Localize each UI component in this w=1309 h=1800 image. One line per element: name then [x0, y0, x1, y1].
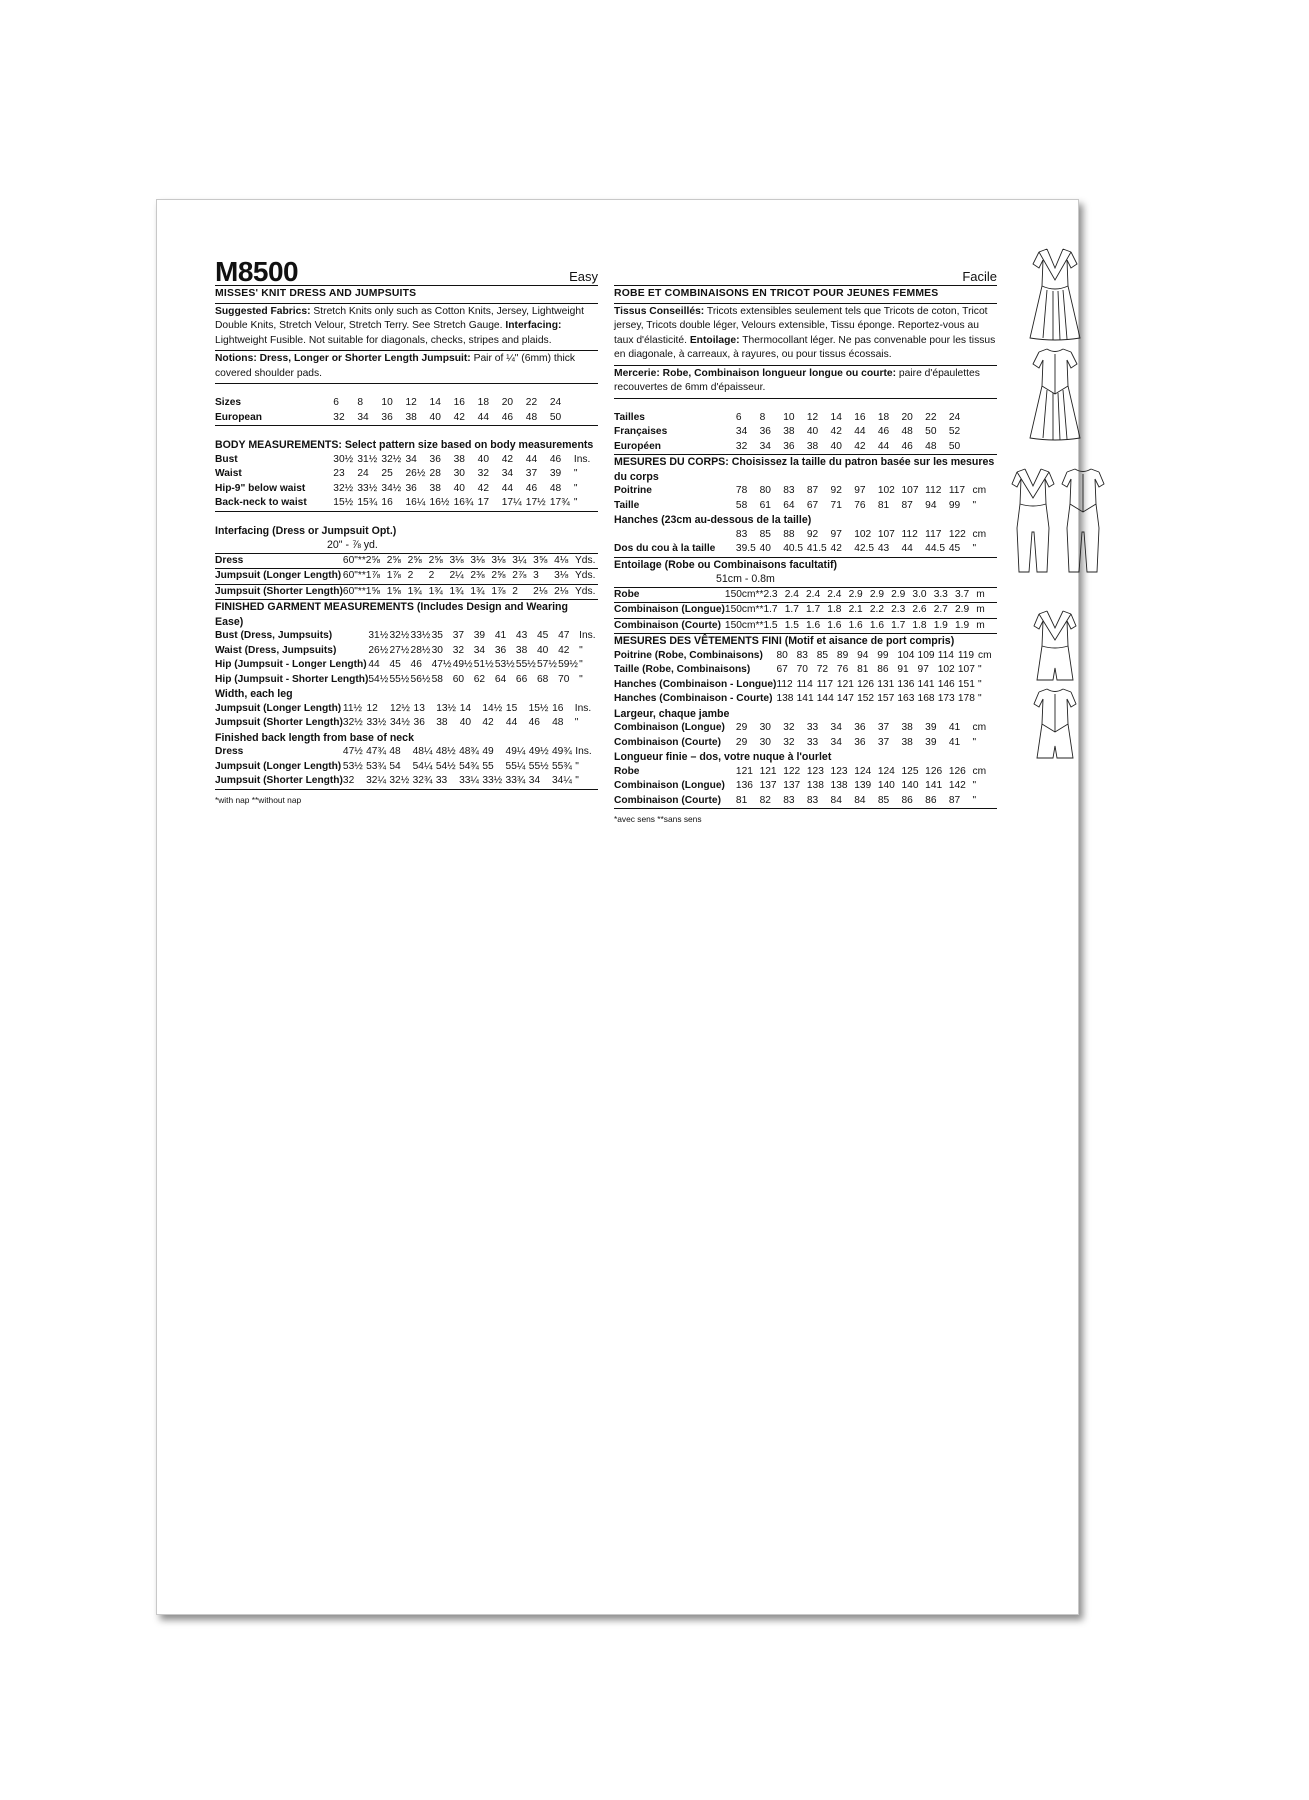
english-footnote: *with nap **without nap: [215, 794, 302, 805]
english-leg-table: [215, 702, 598, 731]
table-row: Jumpsuit (Longer Length) 53½ 53¾ 54 54¼ 54½ 54¾ 55 55¼ 55½ 55¾ ": [215, 760, 579, 772]
french-leg-table: [614, 721, 997, 750]
table-row: Sizes 6 8 10 12 14 16 18 20 22 24: [215, 397, 562, 408]
table-row: Hip (Jumpsuit - Longer Length) 44 45 46 47½ 49½ 51½ 53½ 55½ 57½ 59½ ": [215, 659, 583, 670]
english-header: [215, 256, 598, 286]
english-title: MISSES' KNIT DRESS AND JUMPSUITS: [215, 286, 598, 304]
english-fabrics: Suggested Fabrics: Stretch Knits only such as Cotton Knits, Jersey, Lightweight Double Knits, Stretch Velour, Stretch Terry. See Stretch Gauge. Interfacing: Lightweight Fusible. Not suitable for diagonals, checks, stripes and plaids.: [215, 304, 598, 352]
english-notions: Notions: Dress, Longer or Shorter Length Jumpsuit: Pair of ¼" (6mm) thick covered shoulder pads.: [215, 351, 598, 384]
table-row: Jumpsuit (Longer Length) 11½ 12 12½ 13 13½ 14 14½ 15 15½ 16 Ins.: [215, 702, 592, 714]
table-row: Hanches (Combinaison - Longue) 112 114 117 121 126 131 136 141 146 151 ": [614, 678, 982, 690]
table-row: Combinaison (Courte) 81 82 83 83 84 84 85 86 86 87 ": [614, 794, 997, 809]
french-size-table: [614, 411, 997, 456]
english-body-measurements-title: BODY MEASUREMENTS: Select pattern size based on body measurements: [215, 439, 594, 451]
table-row: Waist (Dress, Jumpsuits) 26½ 27½ 28½ 30 32 34 36 38 40 42 ": [215, 644, 583, 656]
table-row: Dress 47½ 47¾ 48 48¼ 48½ 48¾ 49 49¼ 49½ 49¾ Ins.: [215, 746, 592, 757]
table-row: Combinaison (Longue) 150cm** 1.7 1.7 1.7 1.8 2.1 2.2 2.3 2.6 2.7 2.9 m: [614, 603, 997, 619]
french-back-length-table: [614, 765, 997, 810]
table-row: Taille (Robe, Combinaisons) 67 70 72 76 81 86 91 97 102 107 ": [614, 664, 982, 675]
table-row: Françaises 34 36 38 40 42 44 46 48 50 52: [614, 426, 961, 437]
table-row: Jumpsuit (Shorter Length) 60"** 1⅝ 1⅝ 1¾ 1¾ 1¾ 1¾ 1⅞ 2 2⅛ 2⅛ Yds.: [215, 584, 598, 600]
english-interfacing-title: Interfacing (Dress or Jumpsuit Opt.): [215, 524, 397, 537]
table-row: Poitrine (Robe, Combinaisons) 80 83 85 89 94 99 104 109 114 119 cm: [614, 649, 992, 661]
french-interfacing-title: Entoilage (Robe ou Combinaisons facultatif): [614, 558, 838, 571]
table-row: Combinaison (Courte) 150cm** 1.5 1.5 1.6 1.6 1.6 1.6 1.7 1.8 1.9 1.9 m: [614, 618, 997, 634]
french-title: ROBE ET COMBINAISONS EN TRICOT POUR JEUNES FEMMES: [614, 286, 997, 304]
table-row: Jumpsuit (Longer Length) 60"** 1⅞ 1⅞ 2 2 2¼ 2⅜ 2⅝ 2⅞ 3 3⅛ Yds.: [215, 569, 598, 585]
dress-back-sketch: [1025, 346, 1085, 442]
table-row: Hanches (Combinaison - Courte) 138 141 144 147 152 157 163 168 173 178 ": [614, 693, 982, 704]
table-row: Hip (Jumpsuit - Shorter Length) 54½ 55½ 56½ 58 60 62 64 66 68 70 ": [215, 673, 583, 685]
french-difficulty-label: Facile: [962, 268, 997, 284]
table-row: Robe 150cm** 2.3 2.4 2.4 2.4 2.9 2.9 2.9 3.0 3.3 3.7 m: [614, 588, 997, 603]
french-column: [614, 256, 997, 827]
table-row: Back-neck to waist 15½ 15¾ 16 16¼ 16½ 16¾ 17 17¼ 17½ 17¾ ": [215, 496, 598, 511]
table-row: Combinaison (Courte) 29 30 32 33 34 36 37 38 39 41 ": [614, 736, 977, 748]
table-row: Bust (Dress, Jumpsuits) 31½ 32½ 33½ 35 37 39 41 43 45 47 Ins.: [215, 630, 596, 641]
table-row: 83 85 88 92 97 102 107 112 117 122 cm: [735, 528, 987, 540]
jumpsuit-long-front-sketch: [1007, 466, 1059, 576]
french-body-table: [614, 484, 997, 513]
french-hip-title: Hanches (23cm au-dessous de la taille): [614, 514, 812, 526]
english-body-table: [215, 453, 598, 512]
table-row: Combinaison (Longue) 136 137 137 138 138 139 140 140 141 142 ": [614, 780, 977, 791]
jumpsuit-long-back-sketch: [1057, 466, 1109, 576]
table-row: Poitrine 78 80 83 87 92 97 102 107 112 117 cm: [614, 485, 987, 496]
french-yardage-table: [614, 588, 997, 635]
jumpsuit-short-back-sketch: [1025, 686, 1085, 762]
table-row: Hip-9" below waist 32½ 33½ 34½ 36 38 40 42 44 46 48 ": [215, 482, 578, 494]
english-back-length-title: Finished back length from base of neck: [215, 731, 414, 744]
french-neck-table: [614, 542, 997, 558]
table-row: Jumpsuit (Shorter Length) 32½ 33½ 34½ 36 38 40 42 44 46 48 ": [215, 717, 579, 728]
french-body-measurements-title: MESURES DU CORPS: Choisissez la taille du patron basée sur les mesures du corps: [614, 456, 995, 483]
french-hip-table: [614, 528, 997, 543]
difficulty-label: Easy: [569, 268, 598, 284]
english-size-table: [215, 396, 598, 426]
french-fabrics: Tissus Conseillés: Tricots extensibles seulement tels que Tricots de coton, Tricot jersey, Tricots double léger, Velours extensible, Tissu éponge. Reportez-vous au taux d'élasticité. Entoilage: Thermocollant léger. Ne pas convenable pour les tissus en diagonale, à carreaux, à rayures, ou pour tissus écossais.: [614, 304, 997, 366]
french-interfacing-amount: 51cm - 0.8m: [614, 572, 997, 588]
table-row: Bust 30½ 31½ 32½ 34 36 38 40 42 44 46 Ins.: [215, 453, 591, 465]
french-leg-title: Largeur, chaque jambe: [614, 707, 730, 720]
english-back-length-table: [215, 745, 598, 790]
dress-front-sketch: [1025, 246, 1085, 342]
table-row: Européen 32 34 36 38 40 42 44 46 48 50: [614, 440, 997, 455]
pattern-number: M8500: [215, 256, 299, 287]
table-row: Combinaison (Longue) 29 30 32 33 34 36 37 38 39 41 cm: [614, 722, 987, 733]
french-header: [614, 256, 997, 286]
table-row: Taille 58 61 64 67 71 76 81 87 94 99 ": [614, 499, 977, 511]
english-interfacing-amount: 20" - ⅞ yd.: [215, 538, 598, 554]
table-row: Waist 23 24 25 26½ 28 30 32 34 37 39 ": [215, 468, 578, 479]
english-finished-title: FINISHED GARMENT MEASUREMENTS (Includes Design and Wearing Ease): [215, 601, 568, 628]
french-finished-table: [614, 649, 997, 707]
english-yardage-table: [215, 554, 598, 601]
pattern-envelope-back: [156, 199, 1079, 1615]
french-back-length-title: Longueur finie – dos, votre nuque à l'ourlet: [614, 751, 832, 763]
table-row: Tailles 6 8 10 12 14 16 18 20 22 24: [614, 411, 961, 423]
english-column: [215, 256, 598, 807]
french-finished-title: MESURES DES VÊTEMENTS FINI (Motif et aisance de port compris): [614, 635, 955, 647]
english-finished-table: [215, 629, 598, 687]
table-row: Dress 60"** 2⅝ 2⅝ 2⅝ 2⅝ 3⅛ 3⅛ 3⅛ 3¼ 3⅝ 4⅛ Yds.: [215, 554, 598, 569]
french-footnote: *avec sens **sans sens: [614, 814, 702, 824]
table-row: Robe 121 121 122 123 123 124 124 125 126 126 cm: [614, 765, 987, 777]
table-row: Dos du cou à la taille 39.5 40 40.5 41.5 42 42.5 43 44 44.5 45 ": [614, 542, 997, 557]
english-leg-title: Width, each leg: [215, 688, 293, 700]
jumpsuit-short-front-sketch: [1025, 608, 1085, 684]
french-notions: Mercerie: Robe, Combinaison longueur longue ou courte: paire d'épaulettes recouvertes de 6mm d'épaisseur.: [614, 366, 997, 399]
table-row: Jumpsuit (Shorter Length) 32 32¼ 32½ 32¾ 33 33¼ 33½ 33¾ 34 34¼ ": [215, 774, 598, 789]
table-row: European 32 34 36 38 40 42 44 46 48 50: [215, 411, 598, 426]
